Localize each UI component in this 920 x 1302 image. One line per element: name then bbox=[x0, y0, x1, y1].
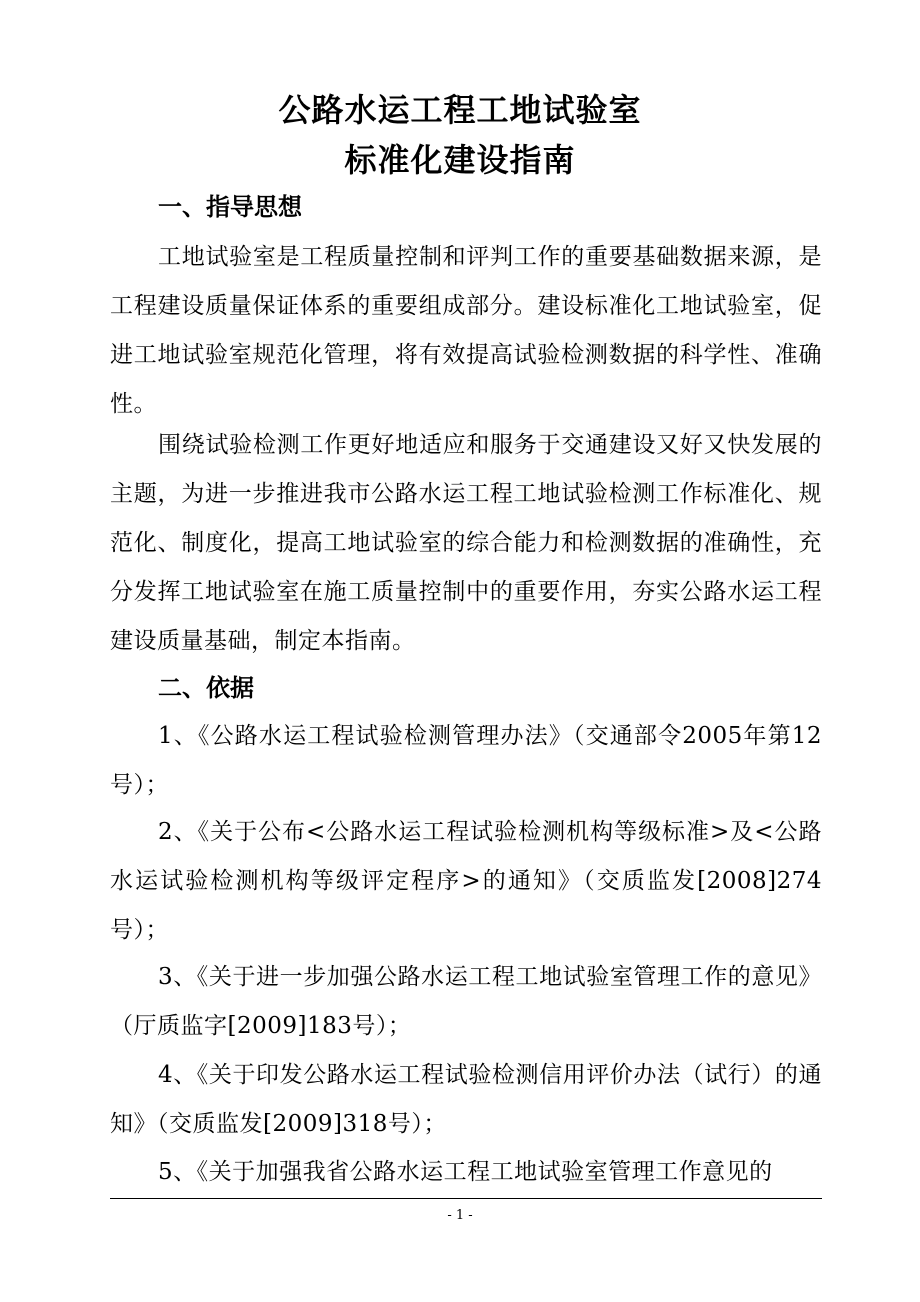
section-heading-guiding-ideology: 一、指导思想 bbox=[158, 193, 302, 221]
basis-list-item-4: 4、《关于印发公路水运工程试验检测信用评价办法（试行）的通知》（交质监发[2009]318号）； bbox=[110, 1062, 822, 1137]
paragraph-guiding-2: 围绕试验检测工作更好地适应和服务于交通建设又好又快发展的主题，为进一步推进我市公路水运工程工地试验检测工作标准化、规范化、制度化，提高工地试验室的综合能力和检测数据的准确性，充分发挥工地试验室在施工质量控制中的重要作用，夯实公路水运工程建设质量基础，制定本指南。 bbox=[110, 432, 822, 654]
section-heading-basis: 二、依据 bbox=[158, 674, 254, 702]
document-title-line-2: 标准化建设指南 bbox=[344, 141, 576, 179]
basis-list-item-2: 2、《关于公布<公路水运工程试验检测机构等级标准>及<公路水运试验检测机构等级评定程序>的通知》（交质监发[2008]274号）； bbox=[110, 819, 822, 943]
basis-list-item-5: 5、《关于加强我省公路水运工程工地试验室管理工作意见的 bbox=[158, 1159, 773, 1185]
page-number: - 1 - bbox=[447, 1208, 473, 1223]
paragraph-guiding-1: 工地试验室是工程质量控制和评判工作的重要基础数据来源，是工程建设质量保证体系的重要组成部分。建设标准化工地试验室，促进工地试验室规范化管理，将有效提高试验检测数据的科学性、准确性。 bbox=[110, 244, 822, 417]
document-title-line-1: 公路水运工程工地试验室 bbox=[278, 91, 642, 129]
footer-divider bbox=[110, 1198, 822, 1199]
basis-list-item-3: 3、《关于进一步加强公路水运工程工地试验室管理工作的意见》（厅质监字[2009]183号）； bbox=[110, 964, 822, 1039]
basis-list-item-1: 1、《公路水运工程试验检测管理办法》（交通部令2005年第12号）； bbox=[110, 723, 822, 798]
